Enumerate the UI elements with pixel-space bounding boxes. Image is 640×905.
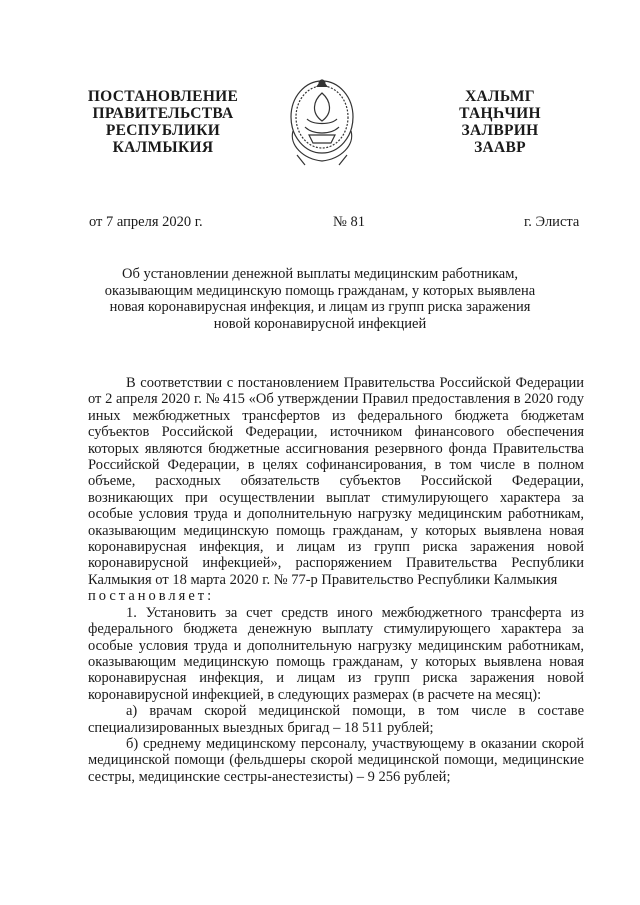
header-right-line: ЗААВР	[474, 139, 526, 156]
decree-paragraph	[88, 588, 584, 604]
document-title: Об установлении денежной выплаты медицинским работникам, оказывающим медицинскую помощь гражданам, у которых выявлена новая коронавирусная инфекция, и лицам из групп риска заражения новой коронавирусной инфекцией	[104, 266, 536, 332]
item-a-paragraph: а) врачам скорой медицинской помощи, в том числе в составе специализированных выездных бригад – 18 511 рублей;	[88, 703, 584, 736]
document-number: № 81	[333, 214, 365, 230]
document-date: от 7 апреля 2020 г.	[89, 214, 203, 230]
header-left-line: КАЛМЫКИЯ	[112, 139, 214, 156]
header-right-line: ХАЛЬМГ	[465, 88, 535, 105]
header-left-line: РЕСПУБЛИКИ	[105, 122, 221, 139]
document-body	[88, 375, 584, 785]
header-left-line: ПРАВИТЕЛЬСТВА	[92, 105, 234, 122]
header-left-line: ПОСТАНОВЛЕНИЕ	[87, 88, 239, 105]
decree-word: постановляет:	[88, 588, 215, 605]
header-right-line: ТАҢҺЧИН	[459, 105, 541, 122]
header-right-title	[430, 88, 570, 156]
preamble-paragraph	[88, 375, 584, 588]
item-1-paragraph: 1. Установить за счет средств иного межбюджетного трансферта из федерального бюджета денежную выплату стимулирующего характера за особые условия труда и дополнительную нагрузку медицинским работникам, оказывающим медицинскую помощь гражданам, у которых выявлена новая коронавирусная инфекция, и лицам из групп риска заражения новой коронавирусной инфекцией, в следующих размерах (в расчете на месяц):	[88, 604, 584, 703]
header-right-line: ЗАЛВРИН	[461, 122, 539, 139]
document-city: г. Элиста	[524, 214, 580, 230]
item-b-paragraph: б) среднему медицинскому персоналу, участвующему в оказании скорой медицинской помощи (фельдшеры скорой медицинской помощи, медицинские сестры, медицинские сестры-анестезисты) – 9 256 рублей;	[88, 735, 584, 785]
preamble-text: В соответствии с постановлением Правительства Российской Федерации от 2 апреля 2020 г. № 415 «Об утверждении Правил предоставления в 2020 году иных межбюджетных трансфертов из федерального бюджета бюджетам субъектов Российской Федерации, источником финансового обеспечения которых являются бюджетные ассигнования резервного фонда Правительства Российской Федерации, в целях софинансирования, в том числе в полном объеме, расходных обязательств субъектов Российской Федерации, возникающих при осуществлении выплат стимулирующего характера за особые условия труда и дополнительную нагрузку медицинским работникам, оказывающим медицинскую помощь гражданам, у которых выявлена новая коронавирусная инфекция, и лицам из групп риска заражения новой коронавирусной инфекцией», распоряжением Правительства Республики Калмыкия от 18 марта 2020 г. № 77-р Правительство Республики Калмыкия	[88, 375, 584, 588]
header-left-title	[78, 88, 248, 156]
coat-of-arms-emblem	[283, 73, 361, 169]
